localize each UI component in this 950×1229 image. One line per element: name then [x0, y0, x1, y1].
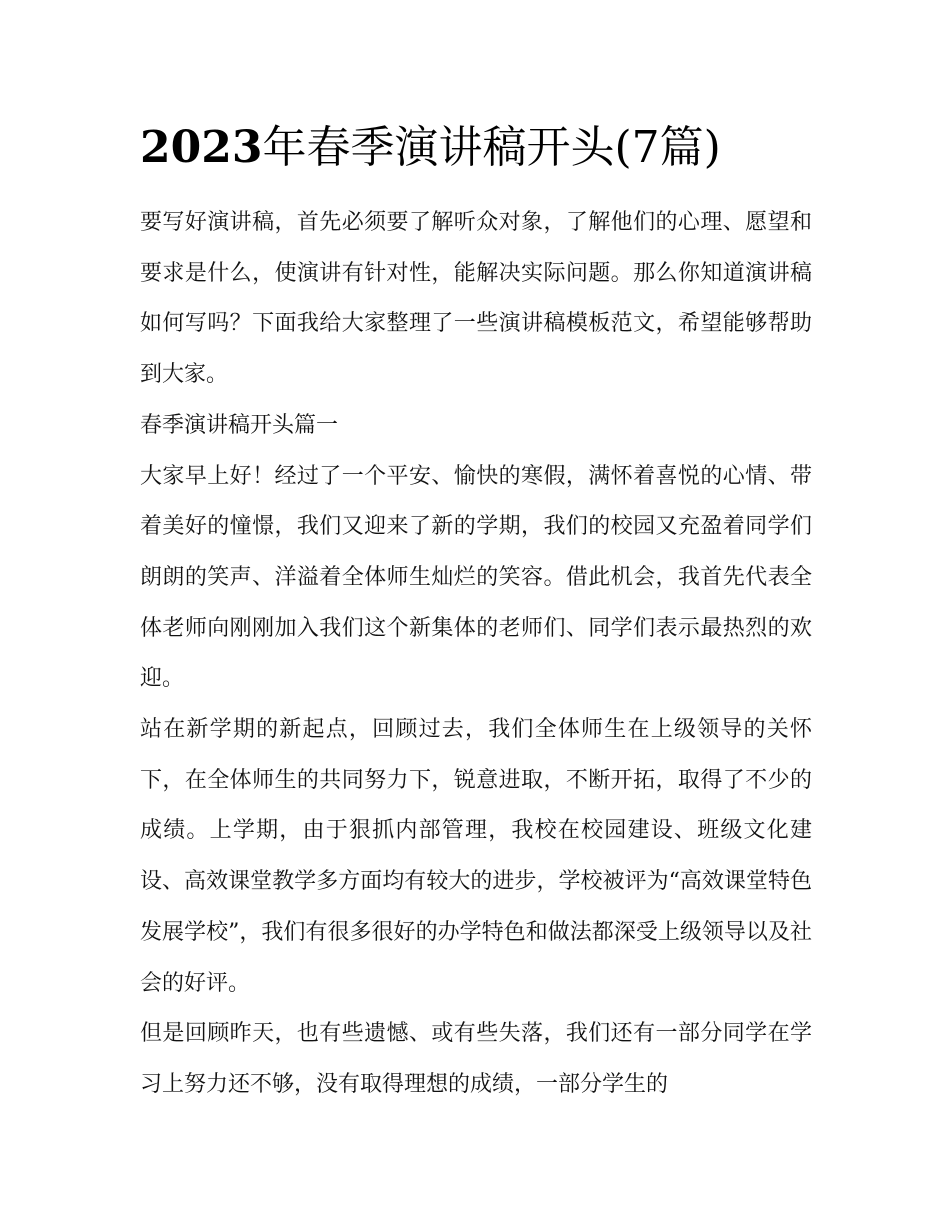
document-body: [140, 198, 812, 1111]
document-title: [140, 118, 721, 178]
title-text: 年春季演讲稿开头(7篇): [262, 122, 721, 173]
body-paragraph: 但是回顾昨天，也有些遗憾、或有些失落，我们还有一部分同学在学习上努力还不够，没有取得理想的成绩，一部分学生的: [140, 1021, 812, 1097]
title-year: 2023: [140, 122, 263, 173]
intro-paragraph: 要写好演讲稿，首先必须要了解听众对象，了解他们的心理、愿望和要求是什么，使演讲有针对性，能解决实际问题。那么你知道演讲稿如何写吗？下面我给大家整理了一些演讲稿模板范文，希望能够帮助到大家。: [140, 210, 812, 388]
body-paragraph: 站在新学期的新起点，回顾过去，我们全体师生在上级领导的关怀下，在全体师生的共同努力下，锐意进取，不断开拓，取得了不少的成绩。上学期，由于狠抓内部管理，我校在校园建设、班级文化建设、高效课堂教学多方面均有较大的进步，学校被评为“高效课堂特色发展学校”，我们有很多很好的办学特色和做法都深受上级领导以及社会的好评。: [140, 717, 812, 996]
body-paragraph: 大家早上好！经过了一个平安、愉快的寒假，满怀着喜悦的心情、带着美好的憧憬，我们又迎来了新的学期，我们的校园又充盈着同学们朗朗的笑声、洋溢着全体师生灿烂的笑容。借此机会，我首先代表全体老师向刚刚加入我们这个新集体的老师们、同学们表示最热烈的欢迎。: [140, 463, 812, 692]
section-heading: 春季演讲稿开头篇一: [140, 412, 339, 438]
